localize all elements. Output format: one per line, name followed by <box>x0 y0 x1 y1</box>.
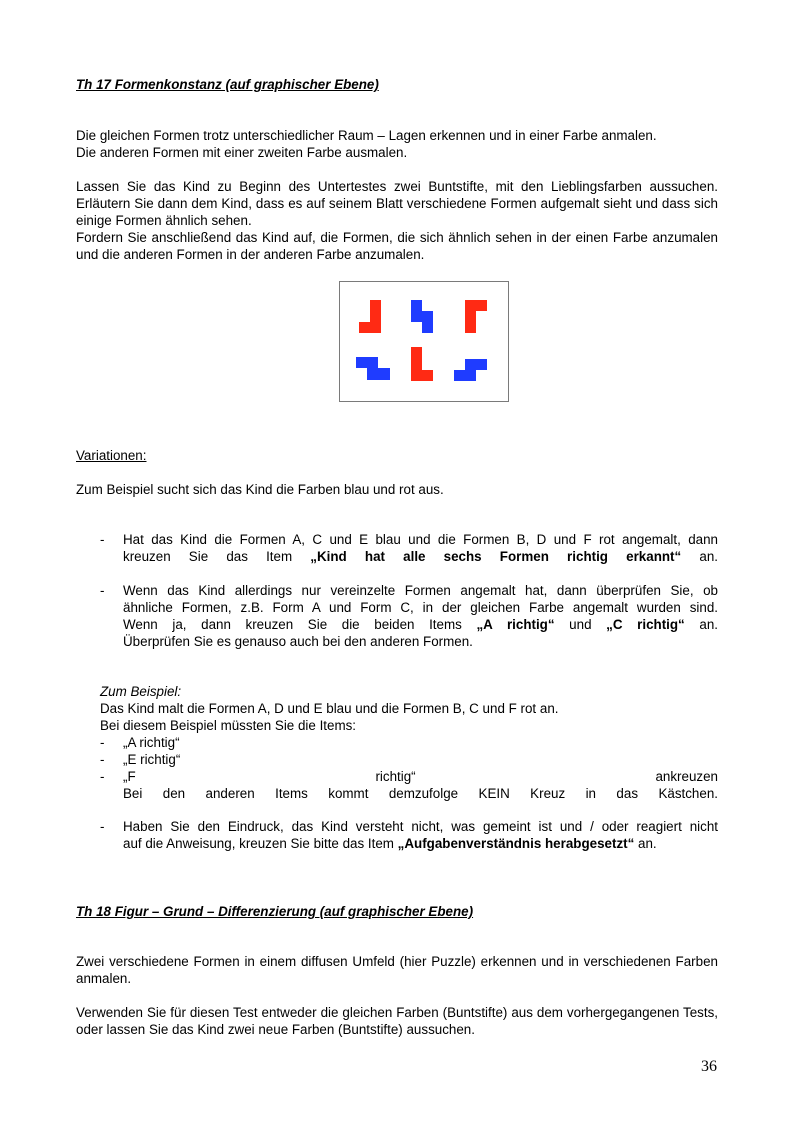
bullet-2-line-3 <box>123 616 718 633</box>
example-2-line-1: Das Kind malt die Formen A, D und E blau und die Formen B, C und F rot an. <box>100 701 559 716</box>
variations-label: Variationen: <box>76 448 147 463</box>
intro-line-2: Die anderen Formen mit einer zweiten Farbe ausmalen. <box>76 145 408 160</box>
item-c-bold: „C richtig“ <box>606 617 685 632</box>
text-span: kreuzen Sie das Item <box>123 549 311 564</box>
item-name-bold: „Kind hat alle sechs Formen richtig erkannt“ <box>310 549 682 564</box>
bullet-3-line-1: Haben Sie den Eindruck, das Kind versteht nicht, was gemeint ist und / oder reagiert nicht <box>123 819 718 834</box>
text-span: an. <box>684 617 719 632</box>
example-item-f: „F richtig“ ankreuzen <box>123 769 718 784</box>
text-span: an. <box>634 836 657 851</box>
bullet-dash: - <box>100 583 105 598</box>
bullet-dash: - <box>100 735 105 750</box>
example-2-label: Zum Beispiel: <box>100 684 182 699</box>
example-item-a: „A richtig“ <box>123 735 180 750</box>
section-18-para-1: Zwei verschiedene Formen in einem diffusen Umfeld (hier Puzzle) erkennen und in verschiedenen Farben anmalen. <box>76 954 718 986</box>
section-18-heading: Th 18 Figur – Grund – Differenzierung (auf graphischer Ebene) <box>76 904 474 919</box>
text-span: auf die Anweisung, kreuzen Sie bitte das Item <box>123 836 398 851</box>
bullet-1-line-2 <box>123 548 718 565</box>
bullet-2-line-4: Überprüfen Sie es genauso auch bei den anderen Formen. <box>123 634 473 649</box>
text-span: an. <box>681 549 718 564</box>
example-2-after: Bei den anderen Items kommt demzufolge KEIN Kreuz in das Kästchen. <box>123 786 718 801</box>
bullet-dash: - <box>100 752 105 767</box>
bullet-dash: - <box>100 532 105 547</box>
example-intro: Zum Beispiel sucht sich das Kind die Farben blau und rot aus. <box>76 482 444 497</box>
shapes-figure <box>339 281 509 402</box>
bullet-dash: - <box>100 819 105 834</box>
section-18-para-2: Verwenden Sie für diesen Test entweder die gleichen Farben (Buntstifte) aus dem vorhergegangenen Tests, oder lassen Sie das Kind zwei neue Farben (Buntstifte) aussuchen. <box>76 1005 718 1037</box>
item-name-bold: „Aufgabenverständnis herabgesetzt“ <box>397 836 635 851</box>
bullet-3-line-2 <box>123 835 718 852</box>
text-span: Wenn ja, dann kreuzen Sie die beiden Items <box>123 617 477 632</box>
bullet-2-line-2: ähnliche Formen, z.B. Form A und Form C, in der gleichen Farbe angemalt wurden sind. <box>123 600 718 615</box>
page-number: 36 <box>701 1058 717 1075</box>
example-2-line-2: Bei diesem Beispiel müssten Sie die Items: <box>100 718 357 733</box>
section-17-heading: Th 17 Formenkonstanz (auf graphischer Ebene) <box>76 77 379 92</box>
intro-line-1: Die gleichen Formen trotz unterschiedlicher Raum – Lagen erkennen und in einer Farbe anmalen. <box>76 128 657 143</box>
bullet-dash: - <box>100 769 105 784</box>
bullet-1-line-1: Hat das Kind die Formen A, C und E blau und die Formen B, D und F rot angemalt, dann <box>123 532 718 547</box>
example-item-e: „E richtig“ <box>123 752 181 767</box>
item-a-bold: „A richtig“ <box>476 617 555 632</box>
bullet-2-line-1: Wenn das Kind allerdings nur vereinzelte Formen angemalt hat, dann überprüfen Sie, ob <box>123 583 718 598</box>
instructions-paragraph: Lassen Sie das Kind zu Beginn des Untertestes zwei Buntstifte, mit den Lieblingsfarben aussuchen. Erläutern Sie dann dem Kind, dass es auf seinem Blatt verschiedene Formen aufgemalt sieht und dass sich einige Formen ähnlich sehen. <box>76 179 718 228</box>
instructions-paragraph-2: Fordern Sie anschließend das Kind auf, die Formen, die sich ähnlich sehen in der einen Farbe anzumalen und die anderen Formen in der anderen Farbe anzumalen. <box>76 230 718 262</box>
text-span: und <box>554 617 607 632</box>
